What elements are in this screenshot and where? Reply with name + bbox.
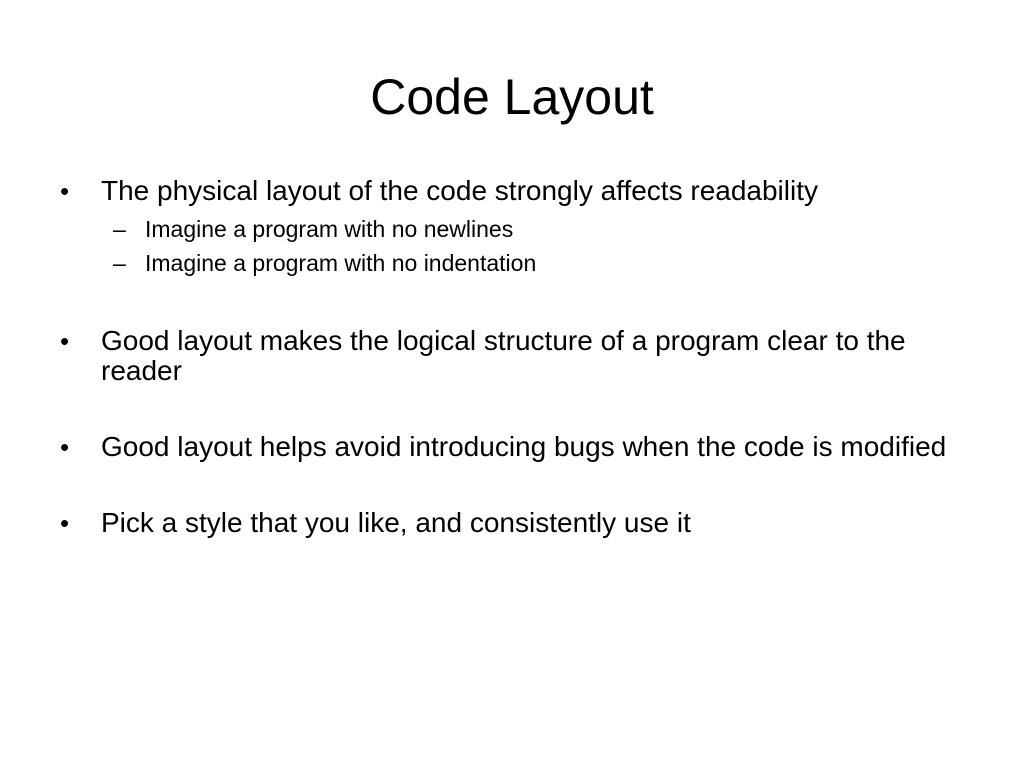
sub-bullet-item-no-indentation [101,246,976,280]
bullet-item-logical-structure [56,326,976,386]
bullet-item-physical-layout [56,176,976,280]
bullet-marker: • [60,326,70,356]
bullet-item-avoid-bugs [56,432,976,462]
bullet-text: Good layout makes the logical structure of a program clear to the reader [101,325,906,386]
sub-bullet-text: Imagine a program with no newlines [145,216,514,242]
sub-bullet-marker: – [113,250,126,276]
bullet-text: The physical layout of the code strongly affects readability [101,175,818,206]
bullet-text: Good layout helps avoid introducing bugs when the code is modified [101,431,947,462]
bullet-marker: • [60,432,70,462]
sub-bullet-list [101,212,976,280]
bullet-item-pick-style [56,508,976,538]
bullet-marker: • [60,508,70,538]
bullet-marker: • [60,176,70,206]
slide-title: Code Layout [370,69,654,125]
bullet-text: Pick a style that you like, and consistently use it [101,507,691,538]
sub-bullet-marker: – [113,216,126,242]
bullet-list [56,176,976,584]
sub-bullet-text: Imagine a program with no indentation [145,250,537,276]
sub-bullet-item-no-newlines [101,212,976,246]
